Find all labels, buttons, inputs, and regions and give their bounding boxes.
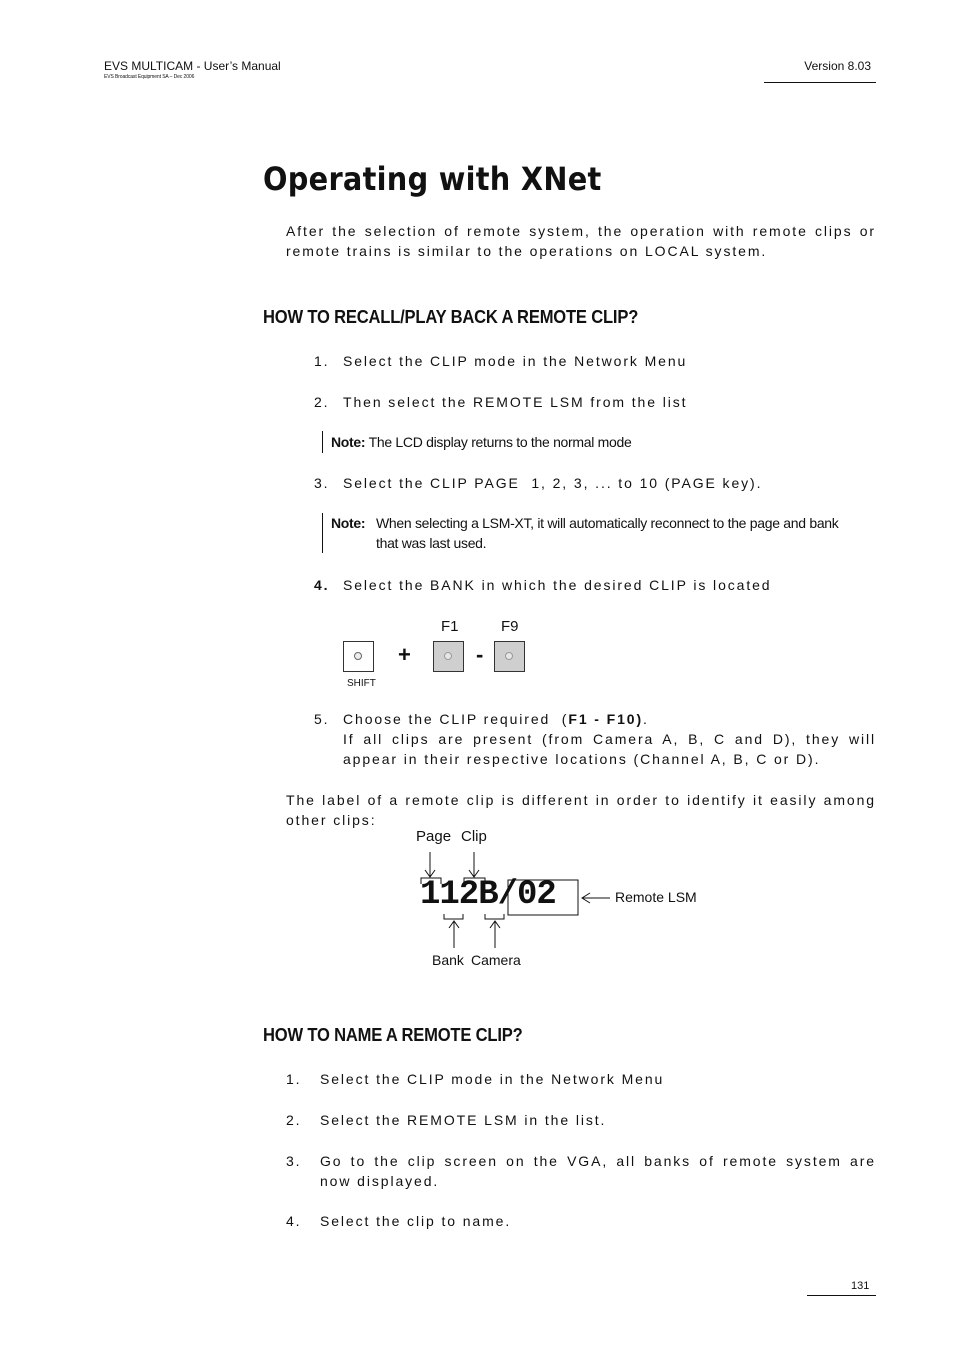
label-paragraph: The label of a remote clip is different in order to identify it easily among other clips: — [286, 792, 876, 828]
f9-label: F9 — [501, 618, 519, 635]
section1-heading: HOW TO RECALL/PLAY BACK A REMOTE CLIP? — [263, 307, 639, 327]
intro-paragraph: After the selection of remote system, the operation with remote clips or remote trains is similar to the operations on LOCAL system. — [286, 223, 876, 259]
header-subtitle: EVS Broadcast Equipment SA – Dec 2006 — [104, 74, 195, 80]
section2-heading: HOW TO NAME A REMOTE CLIP? — [263, 1025, 523, 1045]
clip-code-remote: /02 — [497, 876, 556, 914]
footer-rule — [807, 1295, 876, 1296]
diagram-page-label: Page — [416, 828, 452, 845]
clip-code-main: 112B — [420, 876, 498, 914]
s2-step4-text: Select the clip to name. — [320, 1213, 512, 1229]
s2-step1-num: 1. — [286, 1071, 302, 1087]
shift-label: SHIFT — [347, 678, 376, 689]
header-title: EVS MULTICAM - User’s Manual — [104, 59, 281, 73]
s1-step4-num: 4. — [314, 577, 330, 593]
shift-key-led-icon — [354, 652, 362, 660]
page-number: 131 — [851, 1280, 870, 1292]
f9-key-led-icon — [505, 652, 513, 660]
s2-step4-num: 4. — [286, 1213, 302, 1229]
s2-step1-text: Select the CLIP mode in the Network Menu — [320, 1071, 665, 1087]
diagram-clip-label: Clip — [461, 828, 487, 845]
s1-step5-text — [343, 709, 649, 729]
page-title: Operating with XNet — [263, 160, 602, 198]
note2-label-wrap — [331, 513, 365, 533]
note1 — [331, 432, 631, 452]
note1-bar — [322, 431, 323, 453]
s1-step4-text: Select the BANK in which the desired CLIP is located — [343, 577, 772, 593]
s1-step1-text: Select the CLIP mode in the Network Menu — [343, 353, 688, 369]
f9-key — [494, 641, 525, 672]
s2-step3-num: 3. — [286, 1153, 302, 1169]
note1-text: The LCD display returns to the normal mode — [365, 434, 632, 450]
note2-label: Note: — [331, 515, 366, 531]
header-version: Version 8.03 — [804, 59, 871, 73]
s1-step5-continuation: If all clips are present (from Camera A, B, C and D), they will appear in their respective locations (Channel A, B, C or D). — [343, 731, 876, 767]
plus-sign: + — [398, 642, 411, 667]
f1-key-led-icon — [444, 652, 452, 660]
diagram-camera-label: Camera — [471, 952, 521, 968]
s1-step5-num: 5. — [314, 711, 330, 727]
s1-step2-text: Then select the REMOTE LSM from the list — [343, 394, 688, 410]
shift-key — [343, 641, 374, 672]
s1-step1-num: 1. — [314, 353, 330, 369]
note1-label: Note: — [331, 434, 366, 450]
f1-key — [433, 641, 464, 672]
s1-step2-num: 2. — [314, 394, 330, 410]
diagram-remote-lsm-label: Remote LSM — [615, 889, 697, 905]
s1-step5-text-post: . — [643, 711, 649, 727]
s2-step3-text: Go to the clip screen on the VGA, all banks of remote system are now displayed. — [320, 1153, 876, 1189]
clip-code — [420, 876, 556, 914]
s1-step5-text-bold: F1 - F10) — [568, 711, 644, 727]
diagram-bank-label: Bank — [432, 952, 464, 968]
s1-step3-text: Select the CLIP PAGE 1, 2, 3, ... to 10 (PAGE key). — [343, 475, 763, 491]
s2-step2-text: Select the REMOTE LSM in the list. — [320, 1112, 607, 1128]
header-rule — [764, 82, 876, 83]
minus-sign: - — [476, 642, 484, 667]
s1-step5-text-pre: Choose the CLIP required ( — [343, 711, 569, 727]
note2-text: When selecting a LSM-XT, it will automatically reconnect to the page and bank that was last used. — [376, 515, 839, 551]
f1-label: F1 — [441, 618, 459, 635]
s1-step3-num: 3. — [314, 475, 330, 491]
s2-step2-num: 2. — [286, 1112, 302, 1128]
note2-bar — [322, 513, 323, 553]
